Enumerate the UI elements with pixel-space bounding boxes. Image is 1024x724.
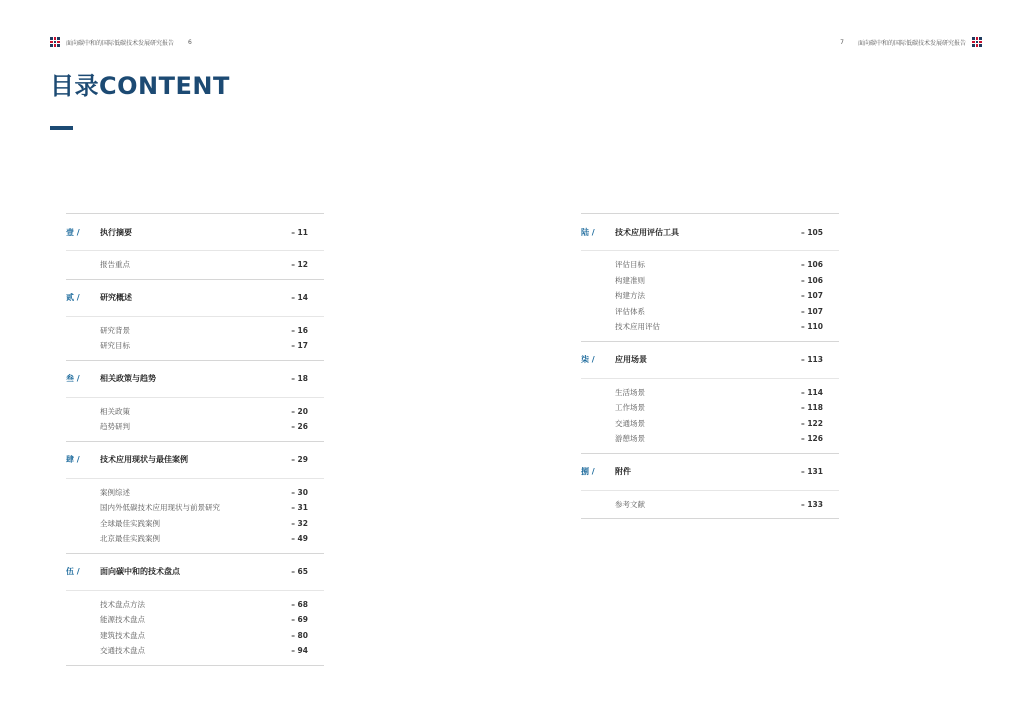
chapter-number: 陆 / — [581, 227, 595, 237]
chapter-title: 相关政策与趋势 — [100, 374, 156, 383]
toc-subsection-row[interactable] — [66, 516, 324, 532]
toc-section — [66, 441, 324, 553]
toc-chapter-row[interactable] — [66, 442, 324, 479]
subsection-page: – 133 — [800, 499, 823, 509]
toc-chapter-row[interactable] — [66, 280, 324, 317]
toc-subsection-row[interactable] — [66, 597, 324, 613]
subsection-page: – 49 — [291, 534, 308, 544]
chapter-title: 应用场景 — [615, 355, 647, 364]
subsection-title: 趋势研判 — [100, 422, 130, 432]
subsection-title: 工作场景 — [615, 403, 645, 413]
toc-section — [581, 453, 839, 520]
subsection-title: 构建方法 — [615, 291, 645, 301]
header-left — [50, 37, 192, 47]
subsection-title: 参考文献 — [615, 499, 645, 509]
subsection-title: 案例综述 — [100, 487, 130, 497]
chapter-page: – 11 — [291, 227, 308, 237]
toc-chapter-row[interactable] — [66, 361, 324, 398]
toc-subsection-row[interactable] — [66, 257, 324, 273]
subsection-page: – 68 — [291, 599, 308, 609]
subsection-title: 评估目标 — [615, 260, 645, 270]
subsection-title: 国内外低碳技术应用现状与前景研究 — [100, 503, 220, 513]
chapter-number: 伍 / — [66, 567, 80, 576]
toc-subsection-row[interactable] — [581, 304, 839, 320]
title-underline — [50, 126, 73, 130]
subsection-title: 报告重点 — [100, 260, 130, 270]
subsection-page: – 17 — [291, 341, 308, 351]
subsection-page: – 94 — [291, 646, 308, 656]
subsection-page: – 26 — [291, 422, 308, 432]
header-right-page: 7 — [840, 38, 844, 46]
toc-subsection-row[interactable] — [581, 431, 839, 447]
chapter-title: 技术应用评估工具 — [615, 227, 679, 237]
chapter-number: 壹 / — [66, 227, 80, 237]
toc-subsection-row[interactable] — [581, 319, 839, 335]
chapter-page: – 131 — [800, 467, 823, 476]
header-left-text: 面向碳中和的国际低碳技术发展研究报告 — [66, 39, 175, 47]
toc-subsection-list — [66, 317, 324, 360]
chapter-number: 贰 / — [66, 293, 80, 302]
header-right-text: 面向碳中和的国际低碳技术发展研究报告 — [857, 39, 966, 47]
toc-subsection-list — [66, 591, 324, 665]
chapter-page: – 65 — [291, 567, 308, 576]
toc-chapter-row[interactable] — [581, 214, 839, 251]
chapter-page: – 113 — [800, 355, 823, 364]
subsection-page: – 118 — [800, 403, 823, 413]
subsection-page: – 126 — [800, 434, 823, 444]
subsection-title: 技术应用评估 — [615, 322, 660, 332]
toc-section — [66, 553, 324, 666]
toc-section — [581, 341, 839, 453]
toc-section — [66, 360, 324, 441]
chapter-page: – 14 — [291, 293, 308, 302]
subsection-page: – 32 — [291, 518, 308, 528]
subsection-page: – 69 — [291, 615, 308, 625]
subsection-page: – 30 — [291, 487, 308, 497]
subsection-title: 游憩场景 — [615, 434, 645, 444]
subsection-title: 技术盘点方法 — [100, 599, 145, 609]
chapter-title: 附件 — [615, 467, 631, 476]
subsection-title: 能源技术盘点 — [100, 615, 145, 625]
toc-subsection-row[interactable] — [66, 531, 324, 547]
subsection-page: – 16 — [291, 325, 308, 335]
toc-subsection-row[interactable] — [66, 500, 324, 516]
toc-subsection-row[interactable] — [581, 288, 839, 304]
toc-chapter-row[interactable] — [66, 554, 324, 591]
subsection-title: 交通场景 — [615, 418, 645, 428]
subsection-title: 交通技术盘点 — [100, 646, 145, 656]
page-title: 目录CONTENT — [50, 72, 230, 100]
subsection-page: – 107 — [800, 291, 823, 301]
subsection-title: 评估体系 — [615, 306, 645, 316]
toc-subsection-row[interactable] — [66, 404, 324, 420]
toc-subsection-row[interactable] — [66, 628, 324, 644]
subsection-page: – 114 — [800, 387, 823, 397]
chapter-number: 捌 / — [581, 467, 595, 476]
toc-subsection-row[interactable] — [66, 485, 324, 501]
subsection-title: 构建准则 — [615, 275, 645, 285]
toc-chapter-row[interactable] — [581, 454, 839, 491]
toc-subsection-row[interactable] — [581, 257, 839, 273]
chapter-page: – 18 — [291, 374, 308, 383]
subsection-title: 建筑技术盘点 — [100, 630, 145, 640]
chapter-number: 肆 / — [66, 455, 80, 464]
toc-section — [66, 279, 324, 360]
toc-left-column — [66, 213, 324, 666]
subsection-title: 研究背景 — [100, 325, 130, 335]
subsection-page: – 80 — [291, 630, 308, 640]
toc-subsection-list — [66, 251, 324, 279]
header-left-page: 6 — [188, 38, 192, 46]
toc-subsection-row[interactable] — [581, 400, 839, 416]
header-right — [840, 37, 982, 47]
toc-subsection-list — [66, 398, 324, 441]
subsection-page: – 110 — [800, 322, 823, 332]
toc-subsection-row[interactable] — [581, 416, 839, 432]
chapter-title: 执行摘要 — [100, 227, 132, 237]
logo-icon — [972, 37, 982, 47]
subsection-page: – 106 — [800, 260, 823, 270]
toc-subsection-list — [66, 479, 324, 553]
toc-subsection-row[interactable] — [581, 497, 839, 513]
subsection-page: – 12 — [291, 260, 308, 270]
toc-section — [581, 213, 839, 341]
chapter-page: – 29 — [291, 455, 308, 464]
toc-subsection-list — [581, 491, 839, 519]
chapter-title: 面向碳中和的技术盘点 — [100, 567, 180, 576]
toc-subsection-row[interactable] — [66, 323, 324, 339]
chapter-page: – 105 — [800, 227, 823, 237]
subsection-page: – 107 — [800, 306, 823, 316]
chapter-title: 研究概述 — [100, 293, 132, 302]
chapter-title: 技术应用现状与最佳案例 — [100, 455, 188, 464]
logo-icon — [50, 37, 60, 47]
subsection-title: 北京最佳实践案例 — [100, 534, 160, 544]
toc-chapter-row[interactable] — [66, 214, 324, 251]
toc-subsection-row[interactable] — [66, 612, 324, 628]
subsection-page: – 122 — [800, 418, 823, 428]
toc-subsection-row[interactable] — [66, 419, 324, 435]
toc-chapter-row[interactable] — [581, 342, 839, 379]
toc-section — [66, 213, 324, 279]
chapter-number: 叁 / — [66, 374, 80, 383]
toc-subsection-row[interactable] — [66, 338, 324, 354]
toc-subsection-row[interactable] — [66, 643, 324, 659]
subsection-title: 研究目标 — [100, 341, 130, 351]
subsection-page: – 106 — [800, 275, 823, 285]
toc-subsection-list — [581, 379, 839, 453]
subsection-title: 生活场景 — [615, 387, 645, 397]
toc-subsection-row[interactable] — [581, 273, 839, 289]
subsection-page: – 31 — [291, 503, 308, 513]
toc-subsection-row[interactable] — [581, 385, 839, 401]
chapter-number: 柒 / — [581, 355, 595, 364]
subsection-title: 全球最佳实践案例 — [100, 518, 160, 528]
subsection-page: – 20 — [291, 406, 308, 416]
subsection-title: 相关政策 — [100, 406, 130, 416]
toc-right-column — [581, 213, 839, 519]
toc-subsection-list — [581, 251, 839, 341]
